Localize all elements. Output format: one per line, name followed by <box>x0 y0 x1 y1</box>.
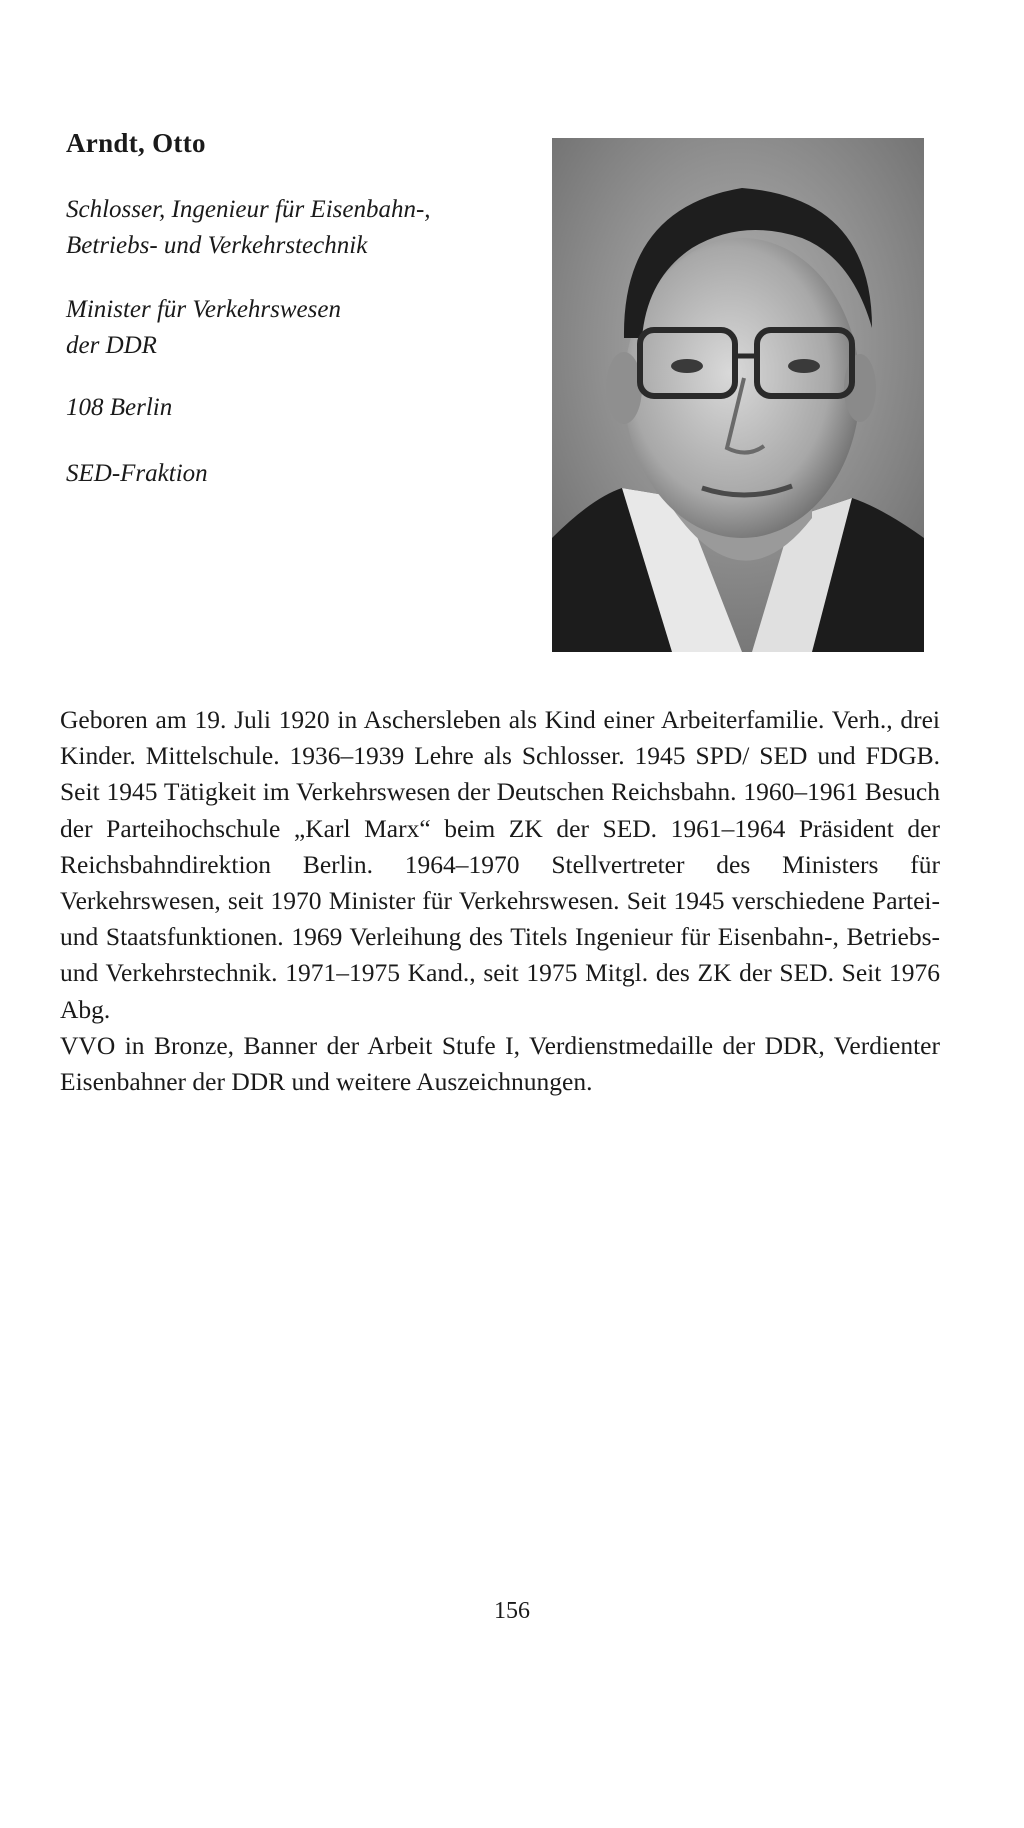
office-line: der DDR <box>66 332 157 359</box>
page-number: 156 <box>494 1598 530 1624</box>
office <box>66 292 341 364</box>
biography <box>60 702 940 1100</box>
biography-paragraph: Geboren am 19. Juli 1920 in Aschersleben als Kind einer Arbeiterfamilie. Verh., drei Kinder. Mittelschule. 1936–1939 Lehre als Schlosser. 1945 SPD/ SED und FDGB. Seit 1945 Tätigkeit im Verkehrswesen der Deutschen Reichsbahn. 1960–1961 Besuch der Parteihochschule „Karl Marx“ beim ZK der SED. 1961–1964 Präsident der Reichsbahndirektion Berlin. 1964–1970 Stellvertreter des Ministers für Verkehrswesen, seit 1970 Minister für Verkehrswesen. Seit 1945 verschiedene Partei- und Staatsfunktionen. 1969 Verleihung des Titels Ingenieur für Eisenbahn-, Betriebs- und Verkehrstechnik. 1971–1975 Kand., seit 1975 Mitgl. des ZK der SED. Seit 1976 Abg. <box>60 705 940 1024</box>
entry-name: Arndt, Otto <box>66 128 206 158</box>
awards-paragraph: VVO in Bronze, Banner der Arbeit Stufe I, Verdienstmedaille der DDR, Verdienter Eisenbahner der DDR und weitere Auszeichnungen. <box>60 1030 940 1097</box>
occupation-line: Schlosser, Ingenieur für Eisenbahn-, <box>66 196 431 223</box>
portrait-photo <box>552 138 924 652</box>
faction: SED-Fraktion <box>66 460 208 487</box>
office-line: Minister für Verkehrswesen <box>66 296 341 323</box>
city: 108 Berlin <box>66 394 173 421</box>
occupation <box>66 192 431 264</box>
occupation-line: Betriebs- und Verkehrstechnik <box>66 232 368 259</box>
portrait-photo-icon <box>552 138 924 652</box>
